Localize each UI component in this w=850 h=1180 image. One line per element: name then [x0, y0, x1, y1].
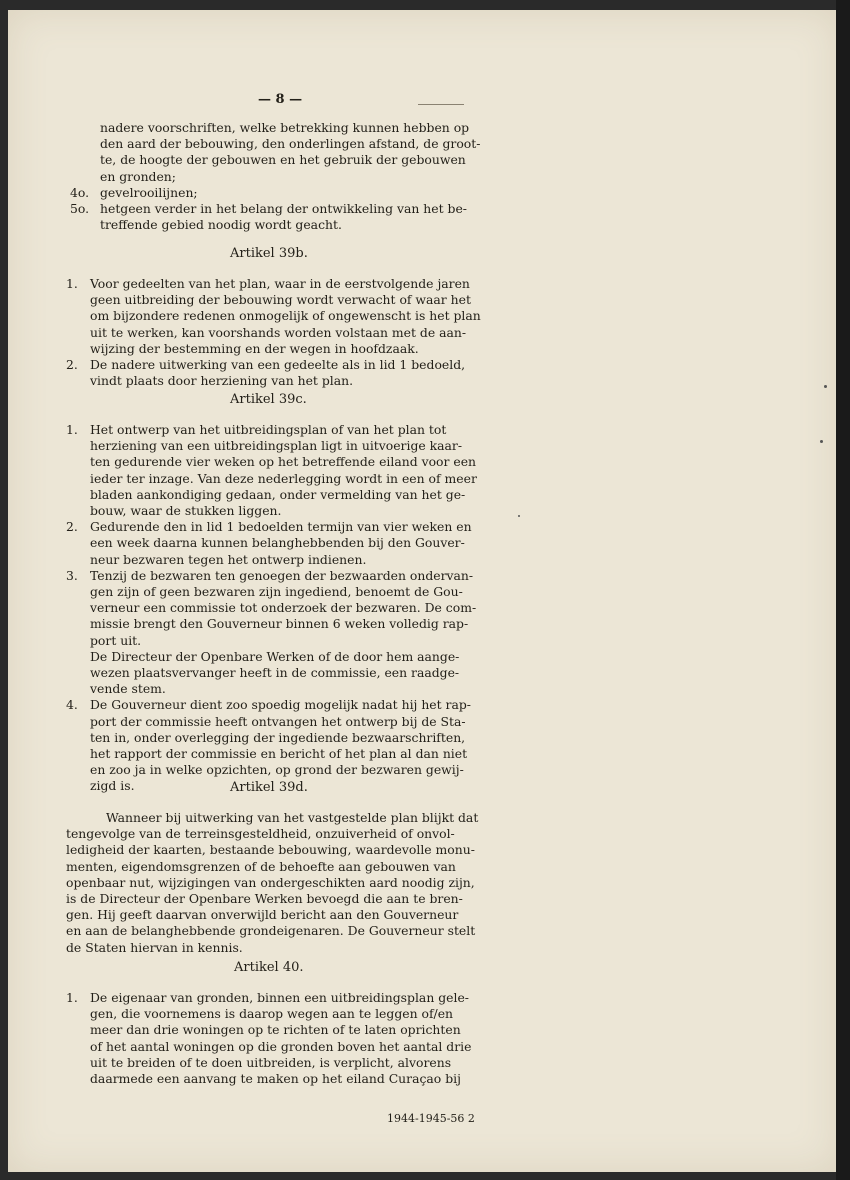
item-number: 2. [66, 519, 78, 535]
list-item [70, 185, 478, 201]
document-page [8, 10, 838, 1172]
text-line: Voor gedeelten van het plan, waar in de eerstvolgende jaren [90, 276, 470, 291]
text-line: ten in, onder overlegging der ingediende bezwaarschriften, [90, 729, 466, 745]
text-line: uit te breiden of te doen uitbreiden, is verplicht, alvorens [90, 1054, 452, 1070]
item-number: 3. [66, 567, 78, 583]
item-number: 1. [66, 276, 78, 291]
article-39d-body [66, 810, 479, 956]
item-number: 5o. [70, 201, 90, 217]
text-line: vindt plaats door herziening van het plan. [90, 373, 354, 389]
list-item [66, 422, 477, 519]
pencil-mark [418, 104, 464, 105]
text-line: missie brengt den Gouverneur binnen 6 weken volledig rap- [90, 616, 469, 632]
article-39c-body [66, 422, 477, 795]
text-line: ten gedurende vier weken op het betreffende eiland voor een [90, 454, 477, 470]
item-number: 2. [66, 357, 78, 373]
text-line: menten, eigendomsgrenzen of de behoefte aan gebouwen van [66, 858, 456, 874]
article-heading: Artikel 39b. [230, 246, 308, 261]
item-number: 1. [66, 422, 78, 437]
list-item [66, 276, 481, 357]
text-line: vende stem. [90, 681, 166, 697]
text-line: Gedurende den in lid 1 bedoelden termijn van vier weken en [90, 519, 472, 535]
text-line: het rapport der commissie en bericht of het plan al dan niet [90, 746, 468, 762]
text-line: nadere voorschriften, welke betrekking kunnen hebben op [100, 120, 470, 135]
dust-speck [820, 440, 823, 443]
text-line: uit te werken, kan voorshands worden volstaan met de aan- [90, 324, 467, 340]
text-line: tengevolge van de terreinsgesteldheid, onzuiverheid of onvol- [66, 826, 455, 842]
text-line: port der commissie heeft ontvangen het ontwerp bij de Sta- [90, 713, 466, 729]
text-line: een week daarna kunnen belanghebbenden bij den Gouver- [90, 535, 465, 551]
text-line: wezen plaatsvervanger heeft in de commissie, een raadge- [90, 665, 460, 681]
text-line: Wanneer bij uitwerking van het vastgestelde plan blijkt dat [106, 810, 479, 825]
text-line: Het ontwerp van het uitbreidingsplan of van het plan tot [90, 422, 447, 437]
text-line: bladen aankondiging gedaan, onder vermelding van het ge- [90, 486, 466, 502]
text-line: de Staten hiervan in kennis. [66, 939, 243, 955]
text-line: De eigenaar van gronden, binnen een uitbreidingsplan gele- [90, 990, 469, 1005]
list-item [66, 519, 474, 568]
text-line: De Directeur der Openbare Werken of de door hem aange- [90, 648, 460, 664]
article-heading: Artikel 39d. [230, 780, 308, 795]
text-line: den aard der bebouwing, den onderlingen afstand, de groot- [100, 136, 481, 152]
text-line: neur bezwaren tegen het ontwerp indienen. [90, 551, 367, 567]
list-item [66, 990, 474, 1087]
text-line: is de Directeur der Openbare Werken bevoegd die aan te bren- [66, 891, 463, 907]
text-line: gen. Hij geeft daarvan onverwijld bericht aan den Gouverneur [66, 907, 459, 923]
text-line: De nadere uitwerking van een gedeelte als in lid 1 bedoeld, [90, 357, 466, 373]
article-heading: Artikel 39c. [230, 392, 307, 407]
scanner-border [836, 0, 850, 1180]
text-line: gen, die voornemens is daarop wegen aan te leggen of/en [90, 1006, 454, 1022]
text-line: treffende gebied noodig wordt geacht. [100, 217, 342, 233]
article-40-body [66, 990, 474, 1087]
text-line: openbaar nut, wijzigingen van ondergeschikten aard noodig zijn, [66, 874, 475, 890]
text-line: ieder ter inzage. Van deze nederlegging wordt in een of meer [90, 470, 477, 486]
text-line: om bijzondere redenen onmogelijk of ongewenscht is het plan [90, 308, 481, 324]
text-line: zigd is. [90, 778, 135, 794]
article-heading: Artikel 40. [234, 960, 304, 975]
dust-speck [824, 385, 827, 388]
document-reference: 1944-1945-56 2 [387, 1112, 475, 1125]
item-number: 4. [66, 697, 78, 713]
text-line: geen uitbreiding der bebouwing wordt verwacht of waar het [90, 292, 471, 308]
text-line: herziening van een uitbreidingsplan ligt in uitvoerige kaar- [90, 438, 463, 454]
article-39b-body [66, 276, 481, 389]
text-line: en zoo ja in welke opzichten, op grond der bezwaren gewij- [90, 762, 464, 778]
item-number: 4o. [70, 185, 90, 200]
text-line: en gronden; [100, 168, 176, 184]
intro-list [70, 185, 478, 234]
text-line: verneur een commissie tot onderzoek der bezwaren. De com- [90, 600, 477, 616]
text-line: gevelrooilijnen; [100, 185, 198, 200]
text-line: De Gouverneur dient zoo spoedig mogelijk nadat hij het rap- [90, 697, 471, 713]
dust-speck [518, 515, 520, 517]
text-line: hetgeen verder in het belang der ontwikkeling van het be- [100, 201, 467, 217]
intro-continuation [100, 120, 480, 185]
text-line: te, de hoogte der gebouwen en het gebruik der gebouwen [100, 152, 466, 168]
text-line: Tenzij de bezwaren ten genoegen der bezwaarden ondervan- [90, 567, 474, 583]
page-number: — 8 — [258, 92, 303, 107]
text-line: ledigheid der kaarten, bestaande bebouwing, waardevolle monu- [66, 842, 475, 858]
text-line: wijzing der bestemming en der wegen in hoofdzaak. [90, 340, 419, 356]
text-line: bouw, waar de stukken liggen. [90, 503, 282, 519]
list-item [66, 357, 474, 389]
text-line: gen zijn of geen bezwaren zijn ingediend, benoemt de Gou- [90, 584, 463, 600]
text-line: of het aantal woningen op die gronden boven het aantal drie [90, 1038, 472, 1054]
text-line: en aan de belanghebbende grondeigenaren. De Gouverneur stelt [66, 923, 476, 939]
list-item [66, 567, 477, 698]
text-line: meer dan drie woningen op te richten of te laten oprichten [90, 1022, 461, 1038]
list-item [70, 201, 478, 233]
text-line: daarmede een aanvang te maken op het eiland Curaçao bij [90, 1071, 461, 1087]
item-number: 1. [66, 990, 78, 1005]
text-line: port uit. [90, 632, 142, 648]
